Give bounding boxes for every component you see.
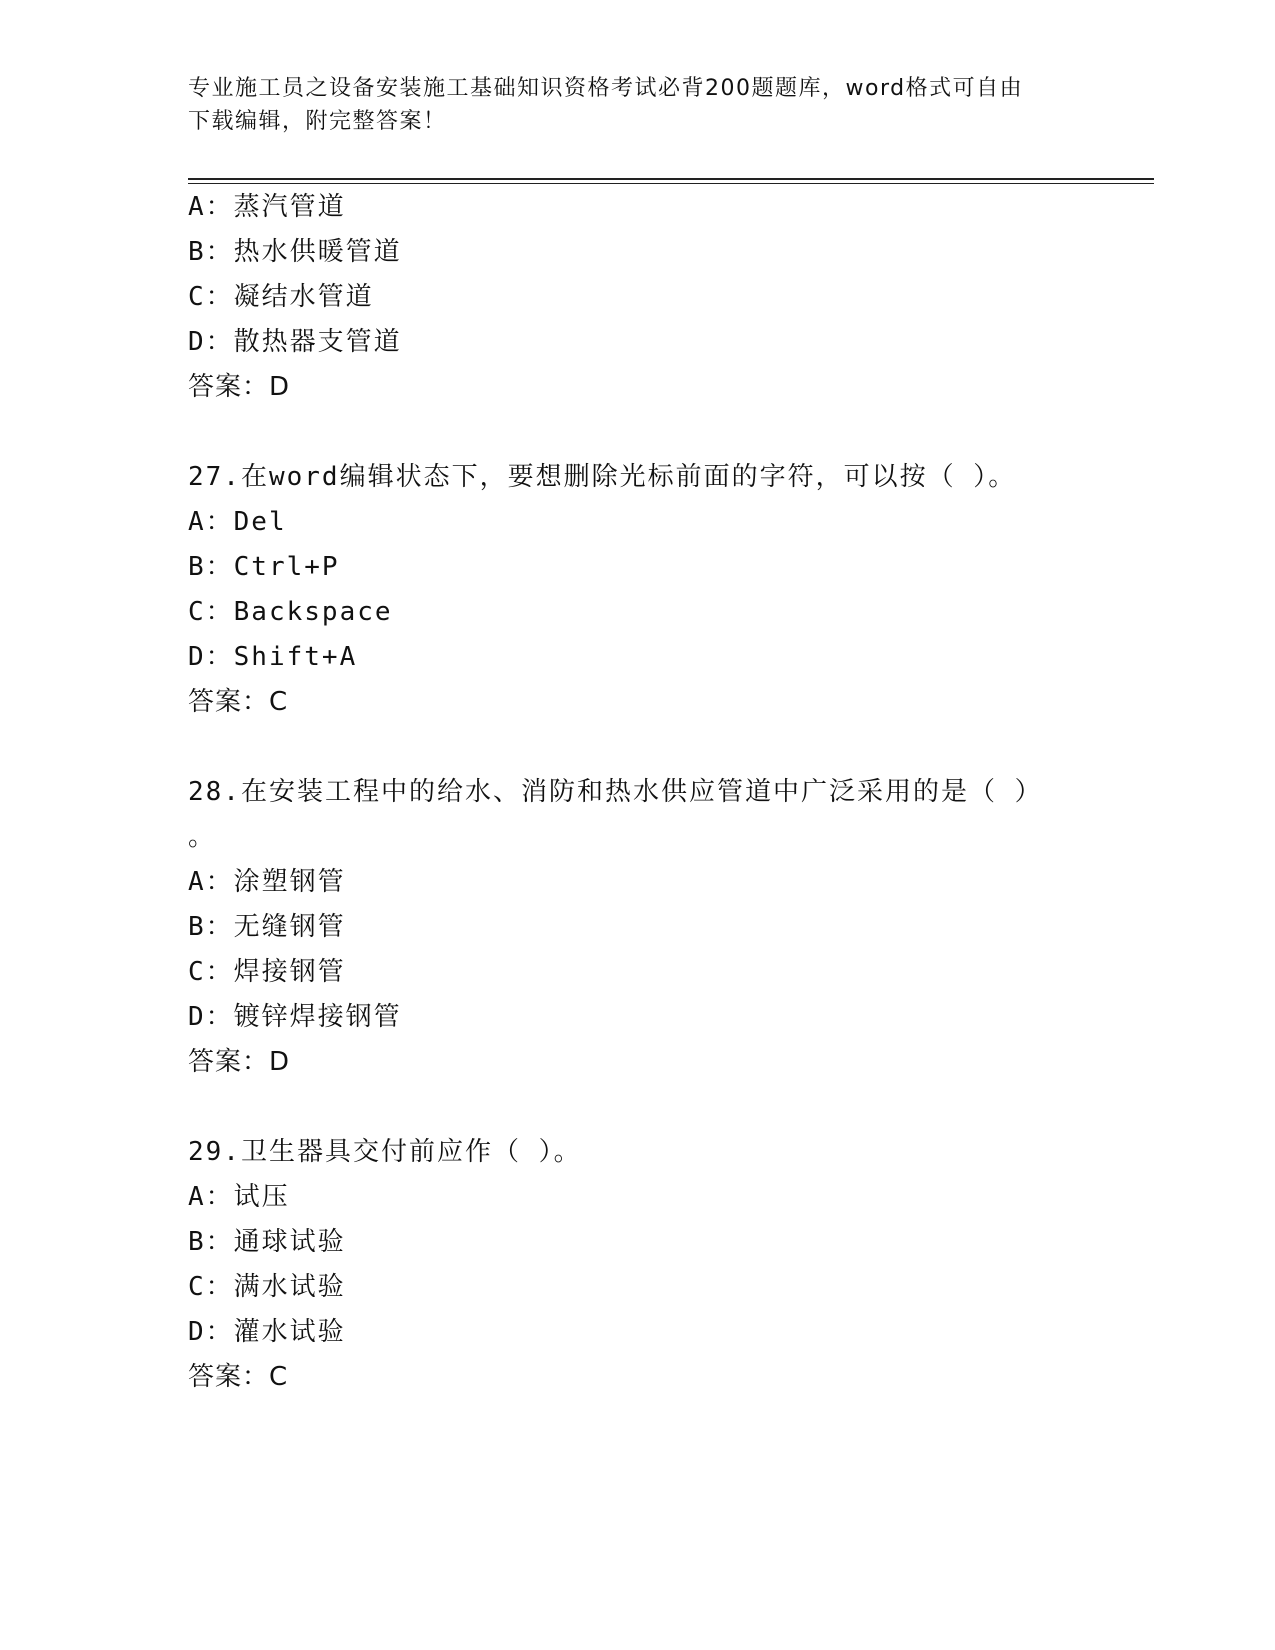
header-rule-thick (188, 178, 1154, 180)
header-line-1: 专业施工员之设备安装施工基础知识资格考试必背200题题库，word格式可自由 (188, 76, 1024, 101)
q28-option-b: B：无缝钢管 (188, 912, 346, 942)
document-header (188, 72, 1078, 138)
q29-option-a: A：试压 (188, 1182, 290, 1212)
q28-option-d: D：镀锌焊接钢管 (188, 1002, 402, 1032)
q26-option-d: D：散热器支管道 (188, 327, 402, 357)
q26-option-b: B：热水供暖管道 (188, 237, 402, 267)
header-line-2: 下载编辑，附完整答案！ (188, 109, 447, 134)
q27-option-b: B：Ctrl+P (188, 552, 340, 582)
q28-option-a: A：涂塑钢管 (188, 867, 346, 897)
q29-option-b: B：通球试验 (188, 1227, 346, 1257)
q29-option-d: D：灌水试验 (188, 1317, 346, 1347)
q29-answer: 答案：C (188, 1362, 289, 1392)
q28-question-continuation: 。 (188, 822, 217, 852)
q29-question: 29.卫生器具交付前应作（ ）。 (188, 1137, 582, 1167)
header-rule-thin (188, 183, 1154, 184)
q26-option-c: C：凝结水管道 (188, 282, 374, 312)
q26-option-a: A：蒸汽管道 (188, 192, 346, 222)
q28-question: 28.在安装工程中的给水、消防和热水供应管道中广泛采用的是（ ） (188, 777, 1043, 807)
q27-option-c: C：Backspace (188, 597, 393, 627)
q29-option-c: C：满水试验 (188, 1272, 346, 1302)
q27-answer: 答案：C (188, 687, 289, 717)
q27-question: 27.在word编辑状态下，要想删除光标前面的字符，可以按（ ）。 (188, 462, 1017, 492)
q28-option-c: C：焊接钢管 (188, 957, 346, 987)
q26-answer: 答案：D (188, 372, 291, 402)
q28-answer: 答案：D (188, 1047, 291, 1077)
q27-option-a: A：Del (188, 507, 287, 537)
q27-option-d: D：Shift+A (188, 642, 358, 672)
